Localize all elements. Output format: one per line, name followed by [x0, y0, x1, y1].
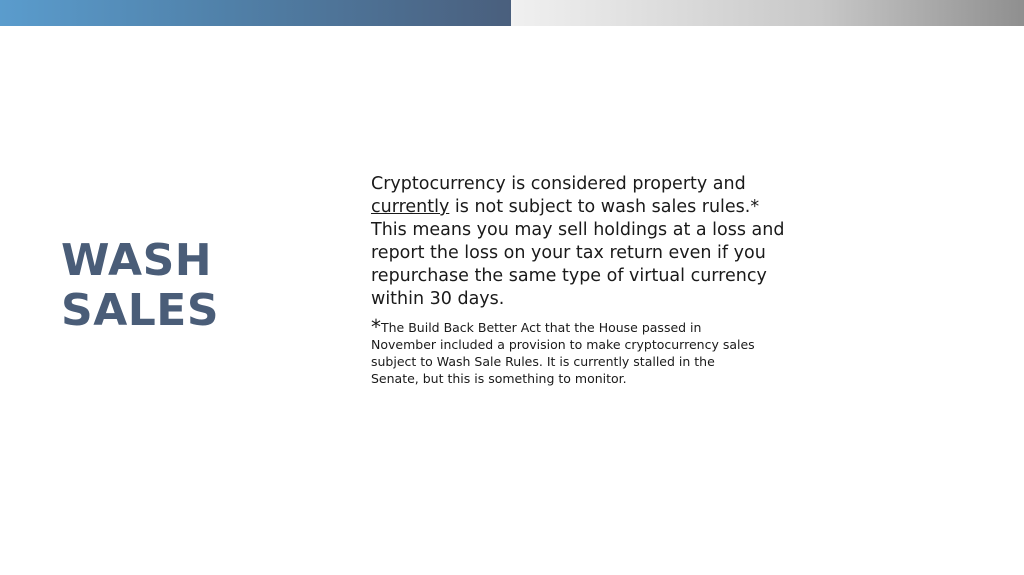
slide-title-line-2: SALES: [61, 285, 220, 336]
main-paragraph: [371, 173, 791, 311]
header-band-blue: [0, 0, 511, 26]
header-band-gray: [514, 0, 1024, 26]
footnote: [371, 317, 766, 387]
footnote-marker: *: [371, 315, 381, 339]
header-band: [0, 0, 1024, 26]
slide-title-line-1: WASH: [61, 235, 213, 286]
slide-body: [371, 173, 791, 387]
main-paragraph-part-2: is not subject to wash sales rules.* This means you may sell holdings at a loss and report the loss on your tax return even if you repurchase the same type of virtual currency within 30 days.: [371, 197, 785, 309]
slide-title: [61, 236, 261, 336]
footnote-text: The Build Back Better Act that the House passed in November included a provision to make cryptocurrency sales subject to Wash Sale Rules. It is currently stalled in the Senate, but this is something to monitor.: [371, 320, 755, 386]
main-paragraph-part-1: Cryptocurrency is considered property and: [371, 174, 746, 194]
underlined-word: currently: [371, 197, 450, 217]
